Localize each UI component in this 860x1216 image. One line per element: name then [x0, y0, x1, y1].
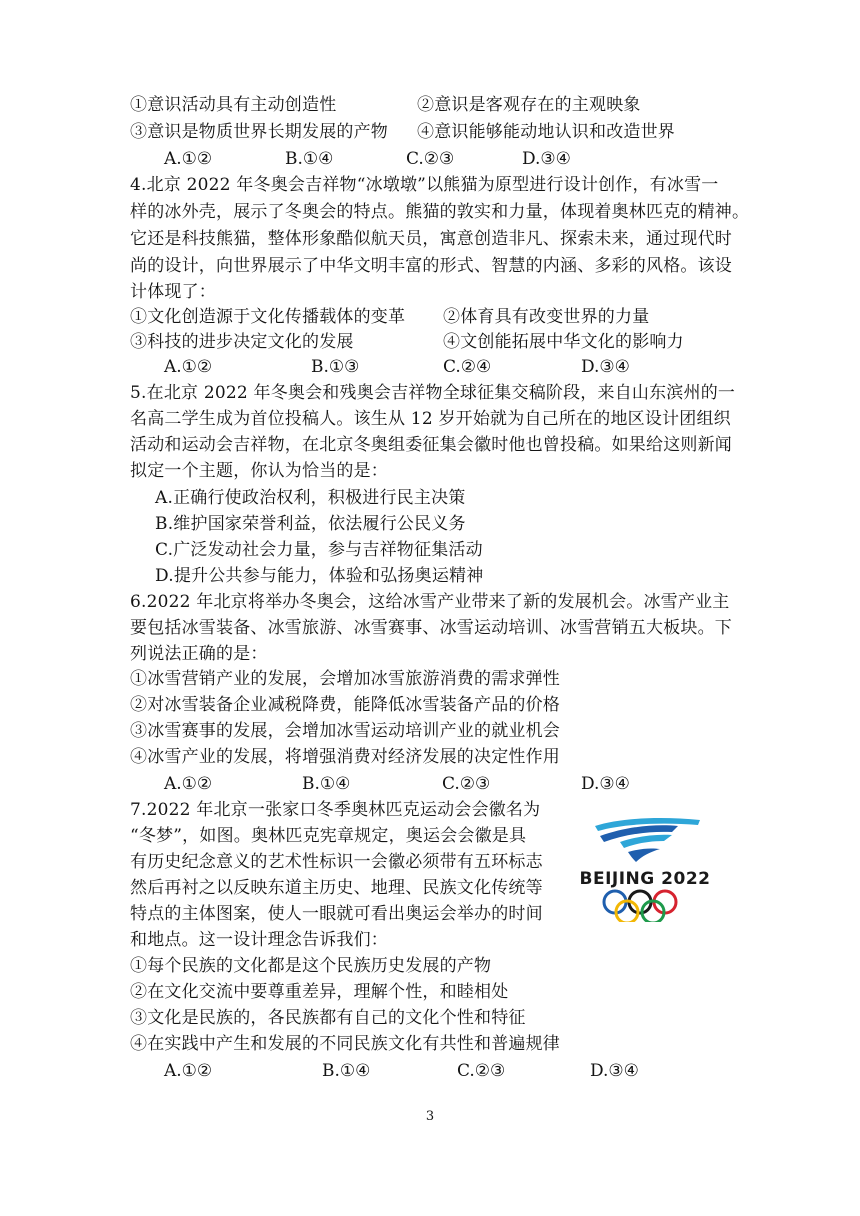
q7-option-b: B.①④ — [322, 1061, 371, 1081]
q7-statement-2: ②在文化交流中要尊重差异，理解个性，和睦相处 — [130, 982, 509, 1002]
emblem-ribbon — [595, 818, 700, 862]
q6-option-c: C.②③ — [442, 774, 491, 794]
page-number: 3 — [425, 1109, 435, 1124]
q7-text-line-1: 7.2022 年北京一张家口冬季奥林匹克运动会会徽名为 — [130, 800, 541, 820]
q4-statement-2: ②体育具有改变世界的力量 — [443, 307, 650, 327]
q3-statement-1: ①意识活动具有主动创造性 — [130, 95, 337, 115]
q7-option-c: C.②③ — [457, 1061, 506, 1081]
q6-option-b: B.①④ — [302, 774, 351, 794]
q4-text-line-5: 计体现了： — [130, 282, 216, 302]
q6-text-line-2: 要包括冰雪装备、冰雪旅游、冰雪赛事、冰雪运动培训、冰雪营销五大板块。下 — [130, 618, 732, 638]
emblem-wordmark: BEIJING 2022 — [579, 869, 711, 889]
q4-text-line-4: 尚的设计，向世界展示了中华文明丰富的形式、智慧的内涵、多彩的风格。该设 — [130, 256, 732, 276]
q5-option-b: B.维护国家荣誉利益，依法履行公民义务 — [155, 514, 466, 534]
q4-option-d: D.③④ — [581, 357, 630, 377]
q7-text-line-2: “冬梦”，如图。奥林匹克宪章规定，奥运会会徽是具 — [130, 826, 527, 846]
q6-text-line-1: 6.2022 年北京将举办冬奥会，这给冰雪产业带来了新的发展机会。冰雪产业主 — [130, 592, 730, 612]
q3-statement-2: ②意识是客观存在的主观映象 — [417, 95, 641, 115]
q4-option-c: C.②④ — [443, 357, 492, 377]
q5-text-line-1: 5.在北京 2022 年冬奥会和残奥会吉祥物全球征集交稿阶段，来自山东滨州的一 — [130, 383, 736, 403]
q6-statement-2: ②对冰雪装备企业减税降费，能降低冰雪装备产品的价格 — [130, 695, 560, 715]
q6-option-d: D.③④ — [581, 774, 630, 794]
q6-statement-4: ④冰雪产业的发展，将增强消费对经济发展的决定性作用 — [130, 747, 560, 767]
q3-option-c: C.②③ — [406, 149, 455, 169]
q3-statement-3: ③意识是物质世界长期发展的产物 — [130, 122, 388, 142]
q4-text-line-3: 它还是科技熊猫，整体形象酷似航天员，寓意创造非凡、探索未来，通过现代时 — [130, 229, 732, 249]
q5-option-a: A.正确行使政治权利，积极进行民主决策 — [155, 488, 466, 508]
q7-option-d: D.③④ — [590, 1061, 639, 1081]
q7-text-line-3: 有历史纪念意义的艺术性标识一会徽必须带有五环标志 — [130, 852, 543, 872]
q4-text-line-2: 样的冰外壳，展示了冬奥会的特点。熊猫的敦实和力量，体现着奥林匹克的精神。 — [130, 202, 750, 222]
beijing-2022-emblem — [560, 812, 730, 922]
q7-statement-3: ③文化是民族的，各民族都有自己的文化个性和特征 — [130, 1008, 526, 1028]
q7-text-line-6: 和地点。这一设计理念告诉我们： — [130, 930, 388, 950]
q4-statement-4: ④文创能拓展中华文化的影响力 — [443, 332, 684, 352]
q5-text-line-3: 活动和运动会吉祥物，在北京冬奥组委征集会徽时他也曾投稿。如果给这则新闻 — [130, 435, 732, 455]
q3-option-b: B.①④ — [285, 149, 334, 169]
q7-text-line-5: 特点的主体图案，使人一眼就可看出奥运会举办的时间 — [130, 904, 543, 924]
q5-option-d: D.提升公共参与能力，体验和弘扬奥运精神 — [155, 566, 484, 586]
q5-option-c: C.广泛发动社会力量，参与吉祥物征集活动 — [155, 540, 483, 560]
ribbon-tail-blue — [628, 848, 660, 862]
q4-option-a: A.①② — [164, 357, 213, 377]
q7-text-line-4: 然后再衬之以反映东道主历史、地理、民族文化传统等 — [130, 878, 543, 898]
q7-statement-4: ④在实践中产生和发展的不同民族文化有共性和普遍规律 — [130, 1034, 560, 1054]
q7-statement-1: ①每个民族的文化都是这个民族历史发展的产物 — [130, 956, 492, 976]
q4-statement-3: ③科技的进步决定文化的发展 — [130, 332, 354, 352]
q6-statement-3: ③冰雪赛事的发展，会增加冰雪运动培训产业的就业机会 — [130, 721, 560, 741]
q6-option-a: A.①② — [164, 774, 213, 794]
ribbon-lower-cyan — [620, 835, 672, 848]
q6-statement-1: ①冰雪营销产业的发展，会增加冰雪旅游消费的需求弹性 — [130, 669, 560, 689]
olympic-rings — [604, 891, 676, 922]
q3-option-d: D.③④ — [522, 149, 571, 169]
q4-option-b: B.①③ — [311, 357, 360, 377]
q4-text-line-1: 4.北京 2022 年冬奥会吉祥物“冰墩墩”以熊猫为原型进行设计创作，有冰雪一 — [130, 175, 719, 195]
q3-statement-4: ④意识能够能动地认识和改造世界 — [417, 122, 675, 142]
q7-option-a: A.①② — [164, 1061, 213, 1081]
q5-text-line-2: 名高二学生成为首位投稿人。该生从 12 岁开始就为自己所在的地区设计团组织 — [130, 409, 731, 429]
q5-text-line-4: 拟定一个主题，你认为恰当的是： — [130, 461, 388, 481]
q4-statement-1: ①文化创造源于文化传播载体的变革 — [130, 307, 406, 327]
q3-option-a: A.①② — [164, 149, 213, 169]
q6-text-line-3: 列说法正确的是： — [130, 644, 268, 664]
